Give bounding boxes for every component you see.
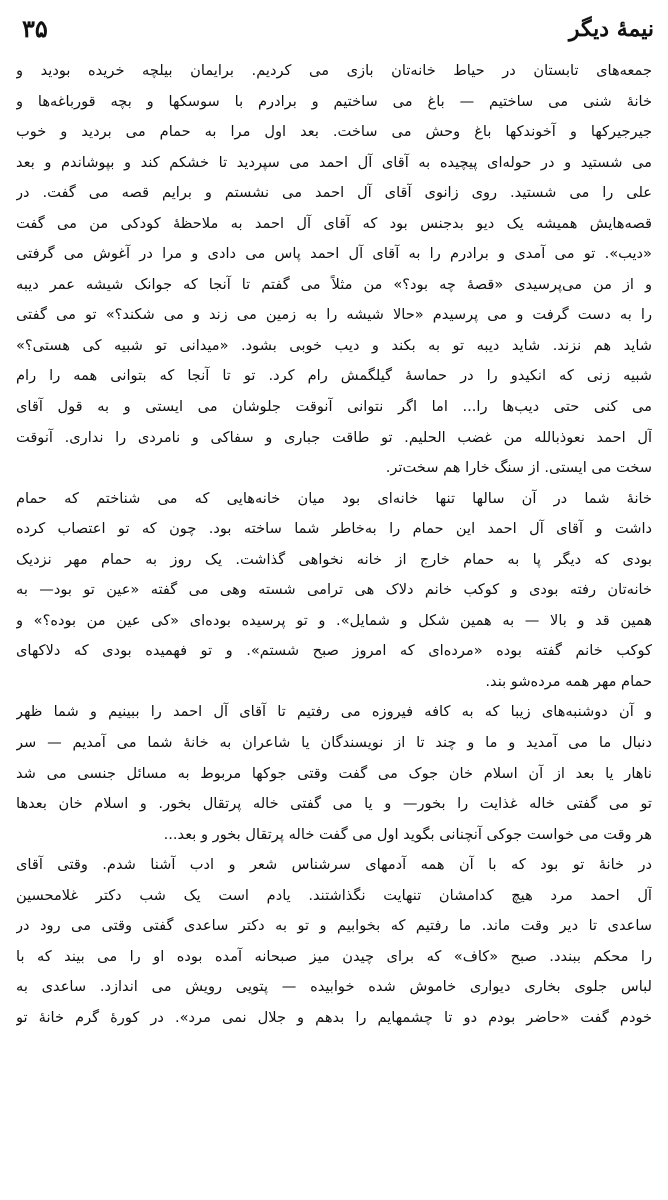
text-line: سخت می ایستی. از سنگ خارا هم سخت‌تر. (385, 459, 652, 477)
text-line: آل احمد نعوذبالله من غضب الحلیم. تو طاقت جباری و سفاکی و نامردی را نداری. آنوقت (16, 428, 652, 446)
text-line: داشت و آقای آل احمد این حمام را به‌خاطر شما ساخته بود. چون که تو اعتصاب کرده (16, 520, 652, 538)
text-line: خانهٔ شما در آن سالها تنها خانه‌ای بود میان خانه‌هایی که می شناختم که حمام (16, 489, 652, 507)
text-line: خانه‌تان رفته بودی و کوکب خانم دلاک هی ترامی شسته وهی می گفته «عین تو بود— به (16, 581, 652, 599)
text-line: کوکب خانم گفته بوده «مرده‌ای که امروز صبح شستم». و تو فهمیده بودی که دلاکهای (16, 642, 652, 660)
text-line: دنبال ما می آمدید و ما و چند تا از نویسندگان یا شاعران به خانهٔ شما می آمدیم — سر (16, 734, 652, 752)
text-line: لباس جلوی بخاری دیواری خاموش شده خوابیده — پتویی رویش می اندازد. ساعدی به (16, 978, 652, 996)
text-line: بودی که دیگر پا به حمام خارج از خانه نخواهی گذاشت. یک روز به حمام مهر نزدیک (16, 550, 652, 568)
text-line: تو می گفتی خاله غذایت را بخور— و یا می گفتی خاله پرتقال بخور. و اسلام خان بعدها (16, 795, 652, 813)
running-title: نیمهٔ دیگر (568, 16, 654, 42)
text-line: جیرجیرکها و آخوندکها باغ وحش می ساخت. بعد اول مرا به حمام می بردید و خوب (16, 123, 652, 141)
text-line: در خانهٔ تو بود که با آن همه آدمهای سرشناس شعر و ادب آشنا شدم. وقتی آقای (16, 856, 652, 874)
text-line: «دیب». تو می آمدی و برادرم را به آقای آل احمد پاس می دادی و مرا در آغوش می گرفتی (16, 245, 652, 263)
text-line: را محکم ببندد. صبح «کاف» که برای چیدن میز صبحانه آمده بوده او را می بیند که با (16, 947, 652, 965)
text-line: حمام مهر همه مرده‌شو بند. (485, 672, 652, 690)
text-line: شبیه زنی که انکیدو را در حماسهٔ گیلگمش رام کرد. تو تا آنجا که بتوانی همه را رام (16, 367, 652, 385)
text-line: می شستید و در حوله‌ای پیچیده به آقای آل احمد می سپردید تا خشکم کند و بپوشاندم و بعد (16, 153, 652, 171)
text-line: و از من می‌پرسیدی «قصهٔ چه بود؟» من مثلاً می گفتم تا آنجا که جوانک شیشه عمر دیبه (16, 275, 652, 293)
text-line: آل احمد مرد هیچ کدامشان تنهایت نگذاشتند. یادم است یک شب دکتر غلامحسین (16, 886, 652, 904)
text-line: شاید هم نزند. شاید دیبه تو به بکند و دیب خوبی بشود. «میدانی تو شبیه کی هستی؟» (16, 336, 652, 354)
text-line: جمعه‌های تابستان در حیاط خانه‌تان بازی می کردیم. برایمان بیلچه خریده بودید و (16, 62, 652, 79)
text-line: قصه‌هایش همیشه یک دیو بدجنس بود که آقای آل احمد به ملاحظهٔ کودکی من می گفت (16, 214, 652, 232)
page-header (12, 10, 654, 48)
text-line: علی را می شستید. روی زانوی آقای آل احمد می نشستم و برایم قصه می گفت. در (16, 184, 652, 202)
text-line: را به دست گرفت و می پرسیدم «حالا شیشه را به زمین می زند و می شکند؟» تو می گفتی (16, 306, 652, 324)
page-number: ۳۵ (22, 14, 48, 43)
text-line: هر وقت می خواست جوکی آنچنانی بگوید اول می گفت خاله پرتقال بخور و بعد... (163, 825, 652, 843)
text-line: ناهار یا بعد از آن اسلام خان جوک می گفت وقتی جوکها مربوط به مسائل جنسی می شد (16, 764, 652, 782)
text-line: ساعدی تا دیر وقت ماند. ما رفتیم که بخوابیم و تو به دکتر ساعدی گفتی وقتی می رود در (16, 917, 652, 935)
text-line: می کنی حتی دیب‌ها را... اما اگر نتوانی آنوقت جلوشان می ایستی و به قول آقای (16, 398, 652, 416)
text-line: خانهٔ شنی می ساختیم — باغ می ساختیم و برادرم با سوسکها و بچه قورباغه‌ها و (16, 92, 652, 110)
body-text (16, 56, 652, 1034)
text-line: همین قد و بالا — به همین شکل و شمایل». و تو پرسیده بوده‌ای «کی عین من بوده؟» و (16, 611, 652, 629)
text-line: خودم گفت «حاضر بودم دو تا چشمهایم را بدهم و جلال نمی مرد». در کورهٔ گرم خانهٔ تو (16, 1008, 652, 1026)
text-line: و آن دوشنبه‌های زیبا که به کافه فیروزه می رفتیم تا آقای آل احمد را ببینیم و شما ظهر (16, 703, 652, 721)
